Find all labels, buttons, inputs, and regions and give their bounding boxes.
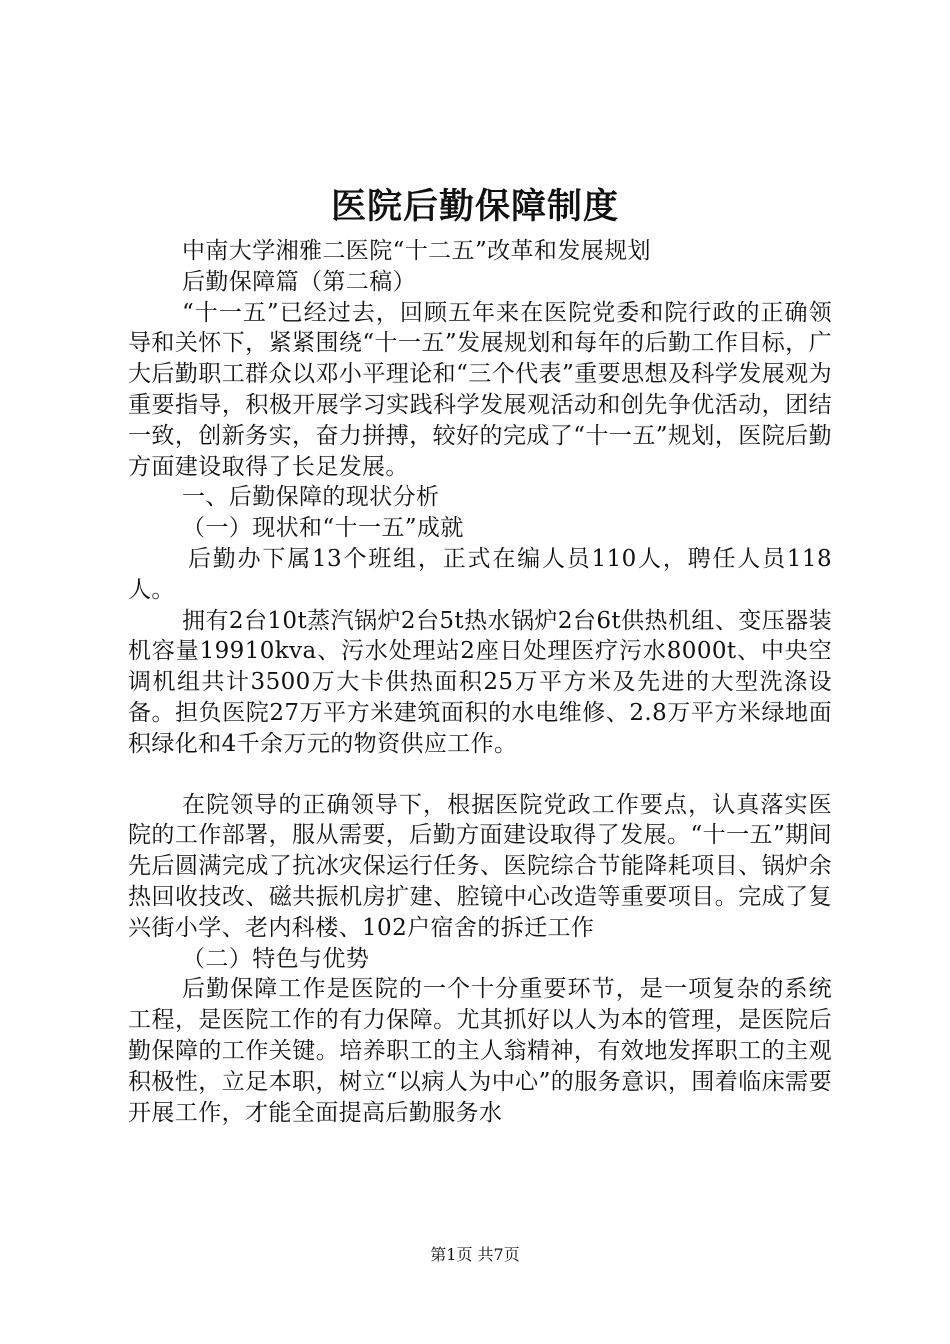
subtitle-line-1: 中南大学湘雅二医院“十二五”改革和发展规划: [182, 238, 651, 264]
subsection-heading-1: （一）现状和“十一五”成就: [182, 515, 464, 542]
equipment-paragraph: 拥有2台10t蒸汽锅炉2台5t热水锅炉2台6t供热机组、变压器装机容量19910kva、污水处理站2座日处理医疗污水8000t、中央空调机组共计3500万大卡供热面积25万平方米及先进的大型洗涤设备。担负医院27万平方米建筑面积的水电维修、2.8万平方米绿地面积绿化和4千余万元的物资供应工作。: [128, 607, 832, 757]
section-heading-1: 一、后勤保障的现状分析: [182, 484, 440, 511]
staff-paragraph: 后勤办下属13个班组，正式在编人员110人，聘任人员118人。: [128, 545, 832, 603]
achievements-paragraph: 在院领导的正确领导下，根据医院党政工作要点，认真落实医院的工作部署，服从需要，后勤方面建设取得了发展。“十一五”期间先后圆满完成了抗冰灾保运行任务、医院综合节能降耗项目、锅炉余热回收技改、磁共振机房扩建、腔镜中心改造等重要项目。完成了复兴街小学、老内科楼、102户宿舍的拆迁工作: [128, 791, 832, 941]
intro-paragraph: “十一五”已经过去，回顾五年来在医院党委和院行政的正确领导和关怀下，紧紧围绕“十一五”发展规划和每年的后勤工作目标，广大后勤职工群众以邓小平理论和“三个代表”重要思想及科学发展观为重要指导，积极开展学习实践科学发展观活动和创先争优活动，团结一致，创新务实，奋力拼搏，较好的完成了“十一五”规划，医院后勤方面建设取得了长足发展。: [128, 299, 832, 480]
features-paragraph: 后勤保障工作是医院的一个十分重要环节，是一项复杂的系统工程，是医院工作的有力保障。尤其抓好以人为本的管理，是医院后勤保障的工作关键。培养职工的主人翁精神，有效地发挥职工的主观积极性，立足本职，树立“以病人为中心”的服务意识，围着临床需要开展工作，才能全面提高后勤服务水: [128, 976, 832, 1126]
document-body: [128, 236, 832, 1128]
paragraph-spacer: [128, 760, 832, 790]
document-title: 医院后勤保障制度: [330, 187, 619, 227]
subtitle-line-2: 后勤保障篇（第二稿）: [182, 268, 416, 295]
page-footer: 第1页 共7页: [430, 1245, 520, 1264]
subsection-heading-2: （二）特色与优势: [182, 945, 370, 972]
